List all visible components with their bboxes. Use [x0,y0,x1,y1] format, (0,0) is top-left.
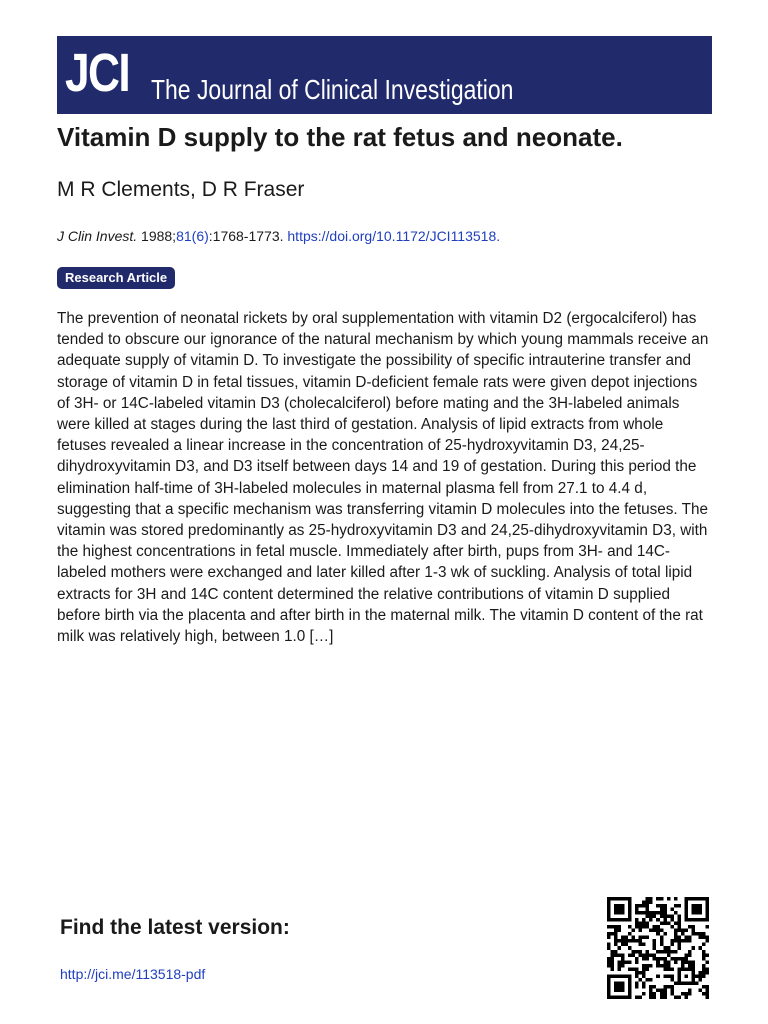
journal-banner [57,36,712,114]
citation-issue-link[interactable]: 81(6) [176,228,209,244]
jci-logo: JCI [65,43,129,103]
doi-link[interactable]: https://doi.org/10.1172/JCI113518 [287,228,497,244]
article-type-badge[interactable]: Research Article [57,267,175,289]
doi-link-period: . [496,228,501,244]
find-latest-heading: Find the latest version: [60,916,290,939]
citation-journal: J Clin Invest. [57,228,138,244]
article-authors: M R Clements, D R Fraser [57,178,305,201]
article-title: Vitamin D supply to the rat fetus and neonate. [57,122,623,152]
citation-pages: :1768-1773. [208,228,288,244]
abstract-text: The prevention of neonatal rickets by oral supplementation with vitamin D2 (ergocalciferol) has tended to obscure our ignorance of the natural mechanism by which young mammals receive an adequate supply of vitamin D. To investigate the possibility of specific intrauterine transfer and storage of vitamin D in fetal tissues, vitamin D-deficient female rats were given depot injections of 3H- or 14C-labeled vitamin D3 (cholecalciferol) before mating and the 3H-labeled animals were killed at stages during the last third of gestation. Analysis of lipid extracts from whole fetuses revealed a linear increase in the concentration of 25-hydroxyvitamin D3, 24,25-dihydroxyvitamin D3, and D3 itself between days 14 and 19 of gestation. During this period the elimination half-time of 3H-labeled molecules in maternal plasma fell from 27.1 to 4.4 d, suggesting that a specific mechanism was transferring vitamin D molecules into the fetuses. The vitamin was stored predominantly as 25-hydroxyvitamin D3 and 24,25-dihydroxyvitamin D3, with the highest concentrations in fetal muscle. Immediately after birth, pups from 3H- and 14C-labeled mothers were exchanged and later killed after 1-3 wk of suckling. Analysis of total lipid extracts for 3H and 14C content determined the relative contributions of vitamin D supplied before birth via the placenta and after birth in the maternal milk. The vitamin D content of the rat milk was relatively high, between 1.0 […] [57,310,709,646]
journal-name: The Journal of Clinical Investigation [151,74,514,105]
latest-version-link[interactable]: http://jci.me/113518-pdf [60,966,206,982]
citation-year: 1988; [137,228,177,244]
qr-code-icon[interactable] [607,897,709,999]
citation-line [57,226,500,246]
